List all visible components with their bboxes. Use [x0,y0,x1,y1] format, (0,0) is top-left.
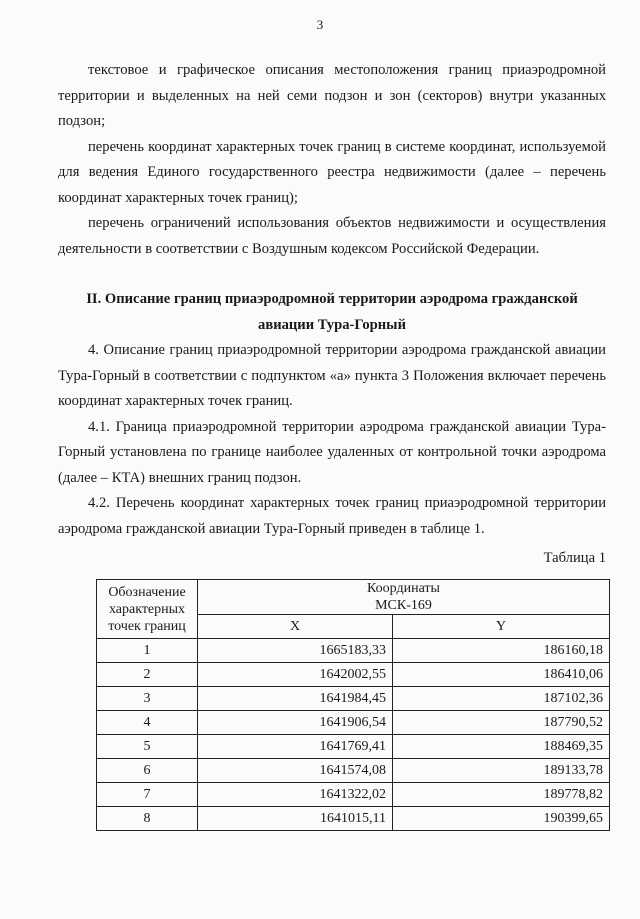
point-number: 1 [97,639,198,663]
coordinate-y: 186160,18 [393,639,610,663]
coordinate-x: 1641906,54 [198,711,393,735]
header-designation: Обозначение характерных точек границ [97,580,198,639]
point-number: 5 [97,735,198,759]
header-coordinates [198,580,610,615]
table-row [97,711,610,735]
coordinate-x: 1641322,02 [198,783,393,807]
header-coordinates-title: Координаты [367,581,440,596]
point-number: 8 [97,807,198,831]
point-number: 7 [97,783,198,807]
paragraph-intro-1: текстовое и графическое описания местоположения границ приаэродромной территории и выделенных на ней семи подзон и зон (секторов) внутри указанных подзон; [58,62,606,129]
section-heading: II. Описание границ приаэродромной территории аэродрома гражданской авиации Тура-Горный [86,291,578,333]
coordinate-x: 1641015,11 [198,807,393,831]
coordinate-x: 1641984,45 [198,687,393,711]
coordinate-y: 186410,06 [393,663,610,687]
paragraph-main-2: 4.1. Граница приаэродромной территории аэродрома гражданской авиации Тура-Горный установлена по границе наиболее удаленных от контрольной точки аэродрома (далее – КТА) внешних границ подзон. [58,418,606,486]
paragraph-intro-2: перечень координат характерных точек границ в системе координат, используемой для ведения Единого государственного реестра недвижимости (далее – перечень координат характерных точек границ); [58,138,606,206]
point-number: 2 [97,663,198,687]
paragraph-main-1: 4. Описание границ приаэродромной территории аэродрома гражданской авиации Тура-Горный в соответствии с подпунктом «а» пункта 3 Положения включает перечень координат характерных точек границ. [58,342,606,409]
coordinate-y: 189133,78 [393,759,610,783]
document-body [58,58,606,831]
coordinate-y: 188469,35 [393,735,610,759]
coordinates-table [96,579,610,831]
table-row [97,663,610,687]
coordinate-x: 1641769,41 [198,735,393,759]
table-caption: Таблица 1 [543,550,606,566]
table-row [97,687,610,711]
paragraph-intro-3: перечень ограничений использования объектов недвижимости и осуществления деятельности в соответствии с Воздушным кодексом Российской Федерации. [58,215,606,257]
point-number: 4 [97,711,198,735]
paragraph-main-3: 4.2. Перечень координат характерных точек границ приаэродромной территории аэродрома гражданской авиации Тура-Горный приведен в таблице 1. [58,495,606,537]
coordinate-x: 1642002,55 [198,663,393,687]
table-row [97,735,610,759]
table-row [97,759,610,783]
header-y: Y [393,615,610,639]
coordinate-x: 1641574,08 [198,759,393,783]
coordinate-x: 1665183,33 [198,639,393,663]
table-row [97,783,610,807]
point-number: 3 [97,687,198,711]
header-x: X [198,615,393,639]
header-coordinate-system: МСК-169 [375,598,432,613]
point-number: 6 [97,759,198,783]
coordinate-y: 189778,82 [393,783,610,807]
page-number: 3 [316,17,324,32]
table-header-row [97,580,610,615]
table-row [97,639,610,663]
coordinate-y: 187790,52 [393,711,610,735]
table-row [97,807,610,831]
coordinate-y: 187102,36 [393,687,610,711]
coordinate-y: 190399,65 [393,807,610,831]
